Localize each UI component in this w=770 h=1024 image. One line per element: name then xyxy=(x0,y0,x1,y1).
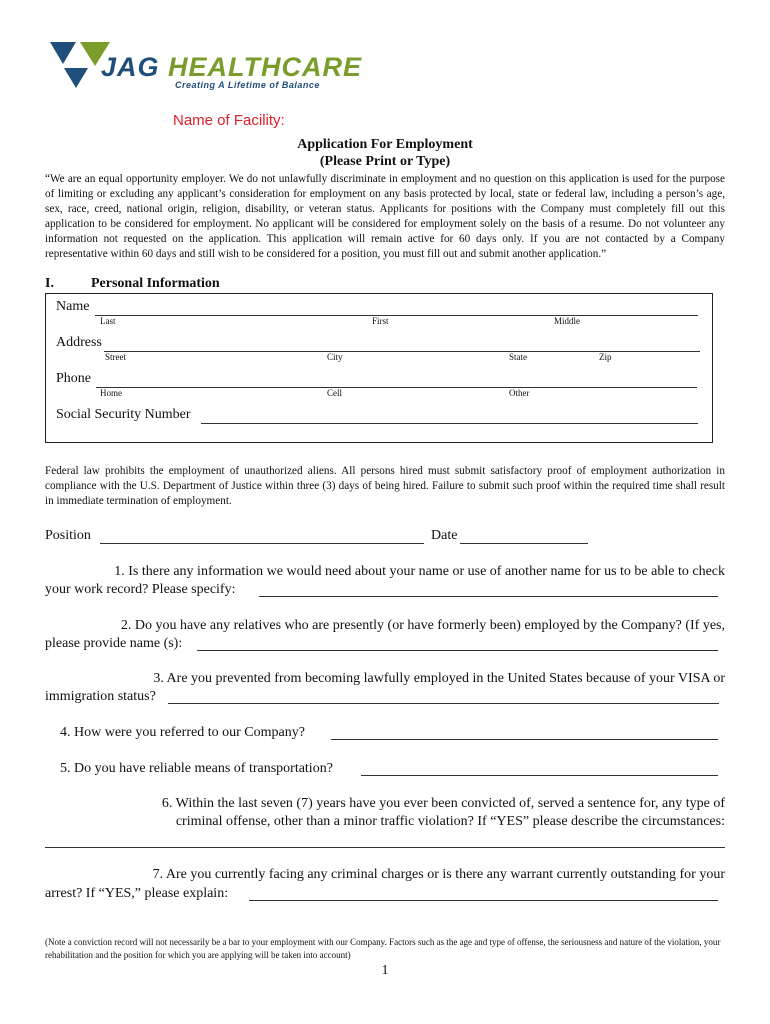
phone-label: Phone xyxy=(56,371,91,386)
question-7-prompt: arrest? If “YES,” please explain: xyxy=(45,886,229,901)
question-3-text: 3. Are you prevented from becoming lawfully employed in the United States because of your VISA or xyxy=(153,671,725,686)
section-number: I. xyxy=(45,276,54,291)
question-2-text: 2. Do you have any relatives who are presently (or have formerly been) employed by the Company? (If yes, xyxy=(120,618,725,633)
ssn-label: Social Security Number xyxy=(56,407,191,422)
date-field[interactable] xyxy=(460,543,588,544)
question-1-prompt: your work record? Please specify: xyxy=(45,582,236,597)
address-sub-street: Street xyxy=(105,352,126,362)
federal-law-notice: Federal law prohibits the employment of unauthorized aliens. All persons hired must submit satisfactory proof of employment authorization in compliance with the U.S. Department of Justice within three (3) days of being hired. Failure to submit such proof within the required time shall result in immediate termination of employment. xyxy=(45,465,725,507)
question-5-text: 5. Do you have reliable means of transportation? xyxy=(60,761,333,776)
logo-jag: JAG xyxy=(101,52,160,82)
phone-sub-cell: Cell xyxy=(327,388,342,398)
question-1-text: 1. Is there any information we would need about your name or use of another name for us to be able to check xyxy=(114,564,725,579)
question-7-text: 7. Are you currently facing any criminal charges or is there any warrant currently outstanding for your xyxy=(152,867,725,882)
question-6-text: 6. Within the last seven (7) years have you ever been convicted of, served a sentence for, any type of xyxy=(161,796,725,811)
logo-tagline: Creating A Lifetime of Balance xyxy=(175,80,320,90)
name-sub-first: First xyxy=(372,316,389,326)
section-heading-personal xyxy=(45,276,220,292)
address-sub-zip: Zip xyxy=(599,352,612,362)
question-6-answer[interactable] xyxy=(45,847,725,848)
ssn-field[interactable] xyxy=(201,423,698,424)
name-sub-middle: Middle xyxy=(554,316,580,326)
address-sub-city: City xyxy=(327,352,343,362)
name-label: Name xyxy=(56,299,90,314)
page-number: 1 xyxy=(381,963,389,978)
question-2-answer[interactable] xyxy=(197,650,718,651)
name-sub-last: Last xyxy=(100,316,116,326)
eeo-statement: “We are an equal opportunity employer. We do not unlawfully discriminate in employment and no question on this application is used for the purpose of limiting or excluding any applicant’s consideration for employment on any basis protected by local, state or federal law, including a person’s age, sex, race, creed, national origin, religion, disability, or veteran status. Applicants for positions with the Company must completely fill out this application to be considered for employment. No applicant will be considered for employment solely on the basis of a resume. Do not volunteer any information not requested on the application. This application will remain active for 60 days only. If you are not contacted by a Company representative within 60 days and still wish to be considered for a position, you must fill out and submit another application.” xyxy=(45,173,725,260)
company-logo xyxy=(101,53,362,81)
question-5-answer[interactable] xyxy=(361,775,718,776)
phone-field[interactable] xyxy=(96,387,697,388)
name-field[interactable] xyxy=(95,315,698,316)
section-title: Personal Information xyxy=(91,276,220,291)
question-6-prompt: criminal offense, other than a minor traffic violation? If “YES” please describe the circumstances: xyxy=(175,814,725,829)
question-1-answer[interactable] xyxy=(259,596,718,597)
address-label: Address xyxy=(56,335,102,350)
phone-sub-home: Home xyxy=(100,388,122,398)
phone-sub-other: Other xyxy=(509,388,530,398)
question-2-prompt: please provide name (s): xyxy=(45,636,183,651)
address-sub-state: State xyxy=(509,352,527,362)
question-3-prompt: immigration status? xyxy=(45,689,156,704)
form-subtitle: (Please Print or Type) xyxy=(319,154,451,169)
form-title: Application For Employment xyxy=(297,137,473,152)
date-label: Date xyxy=(431,528,458,543)
question-4-answer[interactable] xyxy=(331,739,718,740)
position-field[interactable] xyxy=(100,543,424,544)
facility-name-label: Name of Facility: xyxy=(173,112,285,129)
position-label: Position xyxy=(45,528,91,543)
logo-healthcare: HEALTHCARE xyxy=(168,52,363,82)
question-3-answer[interactable] xyxy=(168,703,719,704)
question-7-answer[interactable] xyxy=(249,900,718,901)
question-4-text: 4. How were you referred to our Company? xyxy=(60,725,305,740)
conviction-note: (Note a conviction record will not necessarily be a bar to your employment with our Company. Factors such as the age and type of offense, the seriousness and nature of the violation, your rehabilitation and the position for which you are applying will be taken into account) xyxy=(45,937,721,960)
